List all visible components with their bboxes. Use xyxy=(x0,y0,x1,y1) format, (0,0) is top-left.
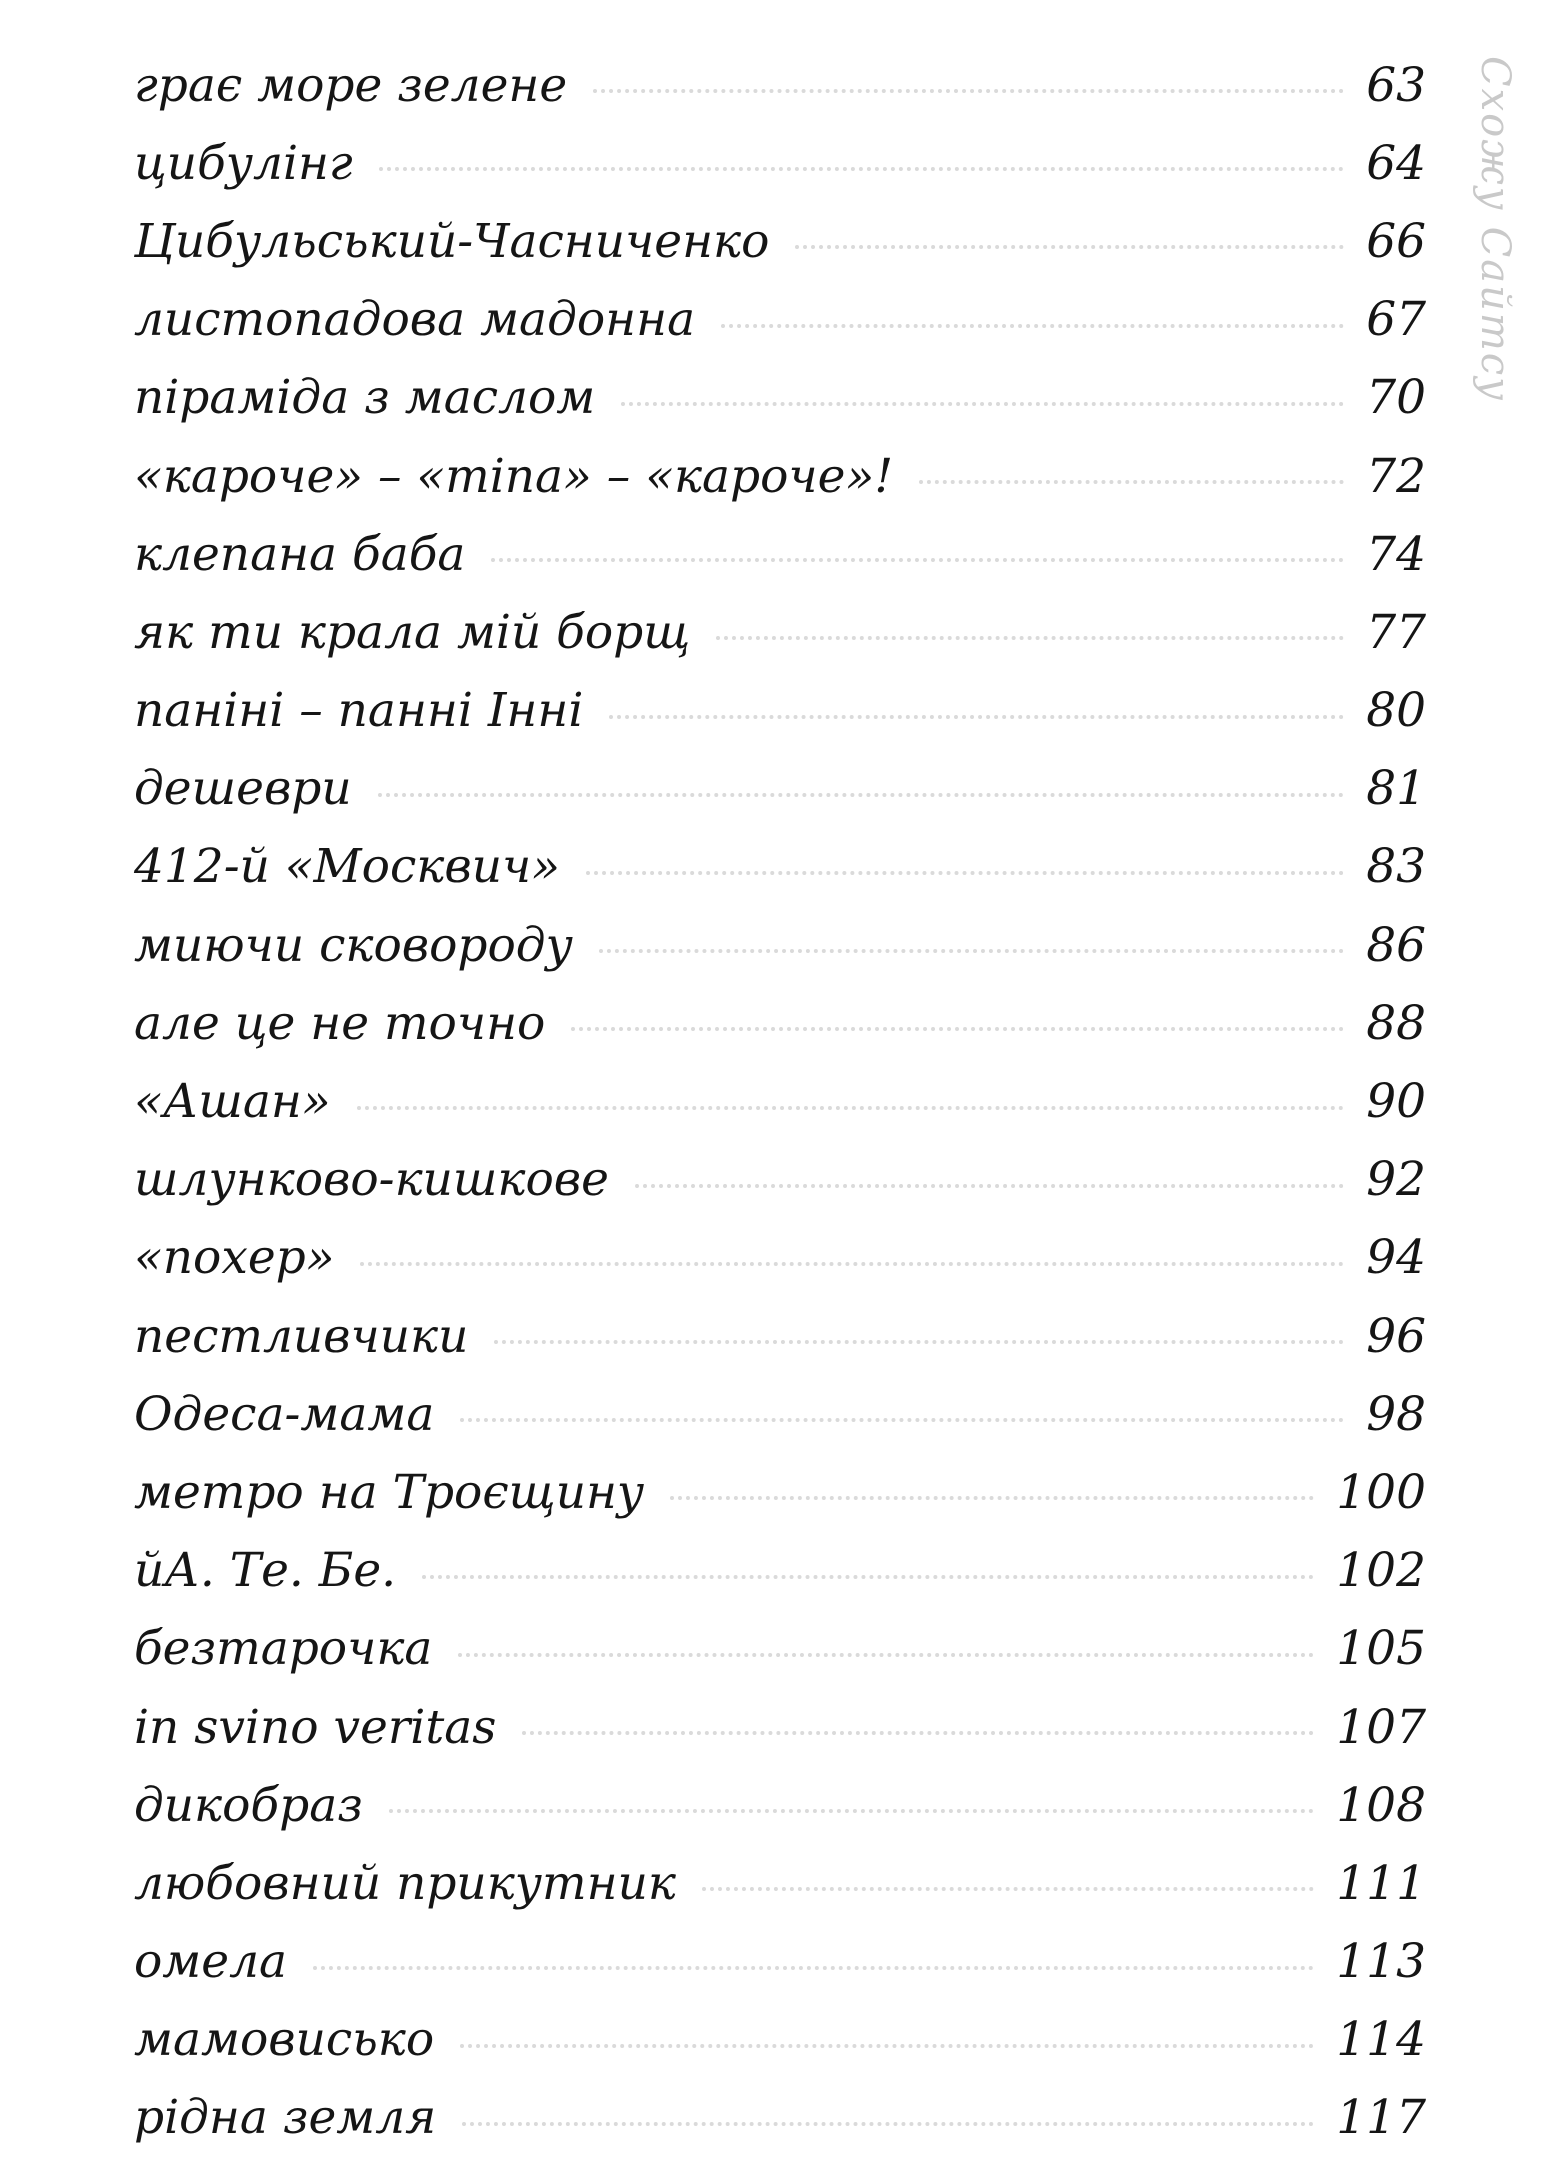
toc-entry xyxy=(134,1141,1426,1219)
toc-entry-title: любовний прикутник xyxy=(134,1855,676,1911)
dot-leader xyxy=(458,1653,1314,1657)
toc-entry-title: пестливчики xyxy=(134,1308,469,1364)
toc-entry-title: миючи сковороду xyxy=(134,917,573,973)
toc-entry xyxy=(134,906,1426,984)
toc-entry-title: цибулінг xyxy=(134,135,353,191)
toc-entry-title: шлунково-кишкове xyxy=(134,1152,609,1208)
dot-leader xyxy=(357,1106,1344,1110)
toc-entry-page: 74 xyxy=(1366,526,1426,582)
dot-leader xyxy=(795,245,1344,249)
dot-leader xyxy=(360,1262,1344,1266)
toc-entry-page: 83 xyxy=(1366,839,1426,895)
toc-entry-title: піраміда з маслом xyxy=(134,370,596,426)
toc-entry-page: 63 xyxy=(1366,57,1426,113)
toc-entry-title: безтарочка xyxy=(134,1621,433,1677)
toc-entry xyxy=(134,750,1426,828)
toc-entry xyxy=(134,437,1426,515)
toc-entry-title: дикобраз xyxy=(134,1777,363,1833)
toc-entry-title: мамовисько xyxy=(134,2012,435,2068)
toc-entry-title: грає море зелене xyxy=(134,57,568,113)
dot-leader xyxy=(609,715,1344,719)
dot-leader xyxy=(313,1966,1314,1970)
dot-leader xyxy=(599,949,1344,953)
toc-entry-page: 90 xyxy=(1366,1074,1426,1130)
dot-leader xyxy=(494,1340,1344,1344)
toc-entry xyxy=(134,1923,1426,2001)
dot-leader xyxy=(378,793,1344,797)
toc-entry-title: як ти крала мій борщ xyxy=(134,604,691,660)
toc-entry-page: 102 xyxy=(1336,1543,1426,1599)
toc-entry-title: листопадова мадонна xyxy=(134,292,696,348)
dot-leader xyxy=(571,1027,1344,1031)
dot-leader xyxy=(389,1809,1314,1813)
spine-title: Схожу Сайтсу xyxy=(1472,56,1518,403)
toc-entry xyxy=(134,281,1426,359)
dot-leader xyxy=(462,2122,1314,2126)
toc-entry xyxy=(134,828,1426,906)
table-of-contents xyxy=(134,46,1426,2146)
dot-leader xyxy=(621,402,1344,406)
toc-entry xyxy=(134,46,1426,124)
toc-entry-title: рідна земля xyxy=(134,2090,437,2146)
toc-entry-title: паніні – панні Інні xyxy=(134,683,584,739)
toc-entry-page: 67 xyxy=(1366,292,1426,348)
toc-entry-page: 92 xyxy=(1366,1152,1426,1208)
toc-entry-page: 100 xyxy=(1336,1464,1426,1520)
toc-entry-page: 111 xyxy=(1336,1855,1426,1911)
toc-entry-title: «похер» xyxy=(134,1230,335,1286)
toc-entry xyxy=(134,2079,1426,2157)
toc-entry-page: 66 xyxy=(1366,213,1426,269)
toc-entry-page: 81 xyxy=(1366,761,1426,817)
toc-entry-title: Цибульський-Часниченко xyxy=(134,213,770,269)
dot-leader xyxy=(522,1731,1314,1735)
dot-leader xyxy=(379,167,1344,171)
toc-entry xyxy=(134,359,1426,437)
toc-entry-title: in svino veritas xyxy=(134,1699,497,1755)
toc-entry xyxy=(134,124,1426,202)
toc-entry-page: 105 xyxy=(1336,1621,1426,1677)
dot-leader xyxy=(721,324,1344,328)
toc-entry-page: 98 xyxy=(1366,1386,1426,1442)
toc-entry xyxy=(134,2001,1426,2079)
toc-entry xyxy=(134,1532,1426,1610)
toc-entry-page: 77 xyxy=(1366,604,1426,660)
toc-entry xyxy=(134,202,1426,280)
toc-entry-page: 96 xyxy=(1366,1308,1426,1364)
toc-entry-page: 114 xyxy=(1336,2012,1426,2068)
dot-leader xyxy=(635,1184,1344,1188)
toc-entry xyxy=(134,1297,1426,1375)
toc-entry xyxy=(134,593,1426,671)
toc-entry-title: 412-й «Москвич» xyxy=(134,839,560,895)
toc-entry xyxy=(134,1610,1426,1688)
toc-entry-page: 72 xyxy=(1366,448,1426,504)
toc-entry xyxy=(134,984,1426,1062)
toc-entry-title: метро на Троєщину xyxy=(134,1464,645,1520)
toc-entry-page: 108 xyxy=(1336,1777,1426,1833)
toc-entry-title: «кароче» – «тіпа» – «кароче»! xyxy=(134,448,894,504)
toc-entry xyxy=(134,1766,1426,1844)
toc-entry-page: 94 xyxy=(1366,1230,1426,1286)
toc-entry xyxy=(134,1453,1426,1531)
dot-leader xyxy=(593,89,1344,93)
toc-entry-page: 70 xyxy=(1366,370,1426,426)
toc-entry-page: 107 xyxy=(1336,1699,1426,1755)
dot-leader xyxy=(460,1418,1344,1422)
toc-entry-page: 86 xyxy=(1366,917,1426,973)
dot-leader xyxy=(586,871,1344,875)
toc-entry-page: 80 xyxy=(1366,683,1426,739)
toc-entry-page: 88 xyxy=(1366,995,1426,1051)
toc-entry-title: йА. Те. Бе. xyxy=(134,1543,397,1599)
toc-entry xyxy=(134,1844,1426,1922)
toc-entry xyxy=(134,515,1426,593)
toc-entry xyxy=(134,1219,1426,1297)
toc-entry-title: клепана баба xyxy=(134,526,466,582)
toc-entry-title: «Ашан» xyxy=(134,1074,331,1130)
toc-entry-page: 113 xyxy=(1336,1934,1426,1990)
toc-entry xyxy=(134,1688,1426,1766)
toc-entry-page: 64 xyxy=(1366,135,1426,191)
dot-leader xyxy=(919,480,1344,484)
toc-entry xyxy=(134,672,1426,750)
toc-entry-title: омела xyxy=(134,1934,288,1990)
toc-entry xyxy=(134,1062,1426,1140)
toc-entry xyxy=(134,1375,1426,1453)
dot-leader xyxy=(491,558,1344,562)
toc-entry-title: дешеври xyxy=(134,761,352,817)
dot-leader xyxy=(716,636,1344,640)
toc-entry-page: 117 xyxy=(1336,2090,1426,2146)
dot-leader xyxy=(670,1496,1314,1500)
dot-leader xyxy=(702,1887,1314,1891)
toc-entry-title: але це не точно xyxy=(134,995,546,1051)
dot-leader xyxy=(460,2044,1314,2048)
dot-leader xyxy=(422,1575,1314,1579)
toc-entry-title: Одеса-мама xyxy=(134,1386,435,1442)
